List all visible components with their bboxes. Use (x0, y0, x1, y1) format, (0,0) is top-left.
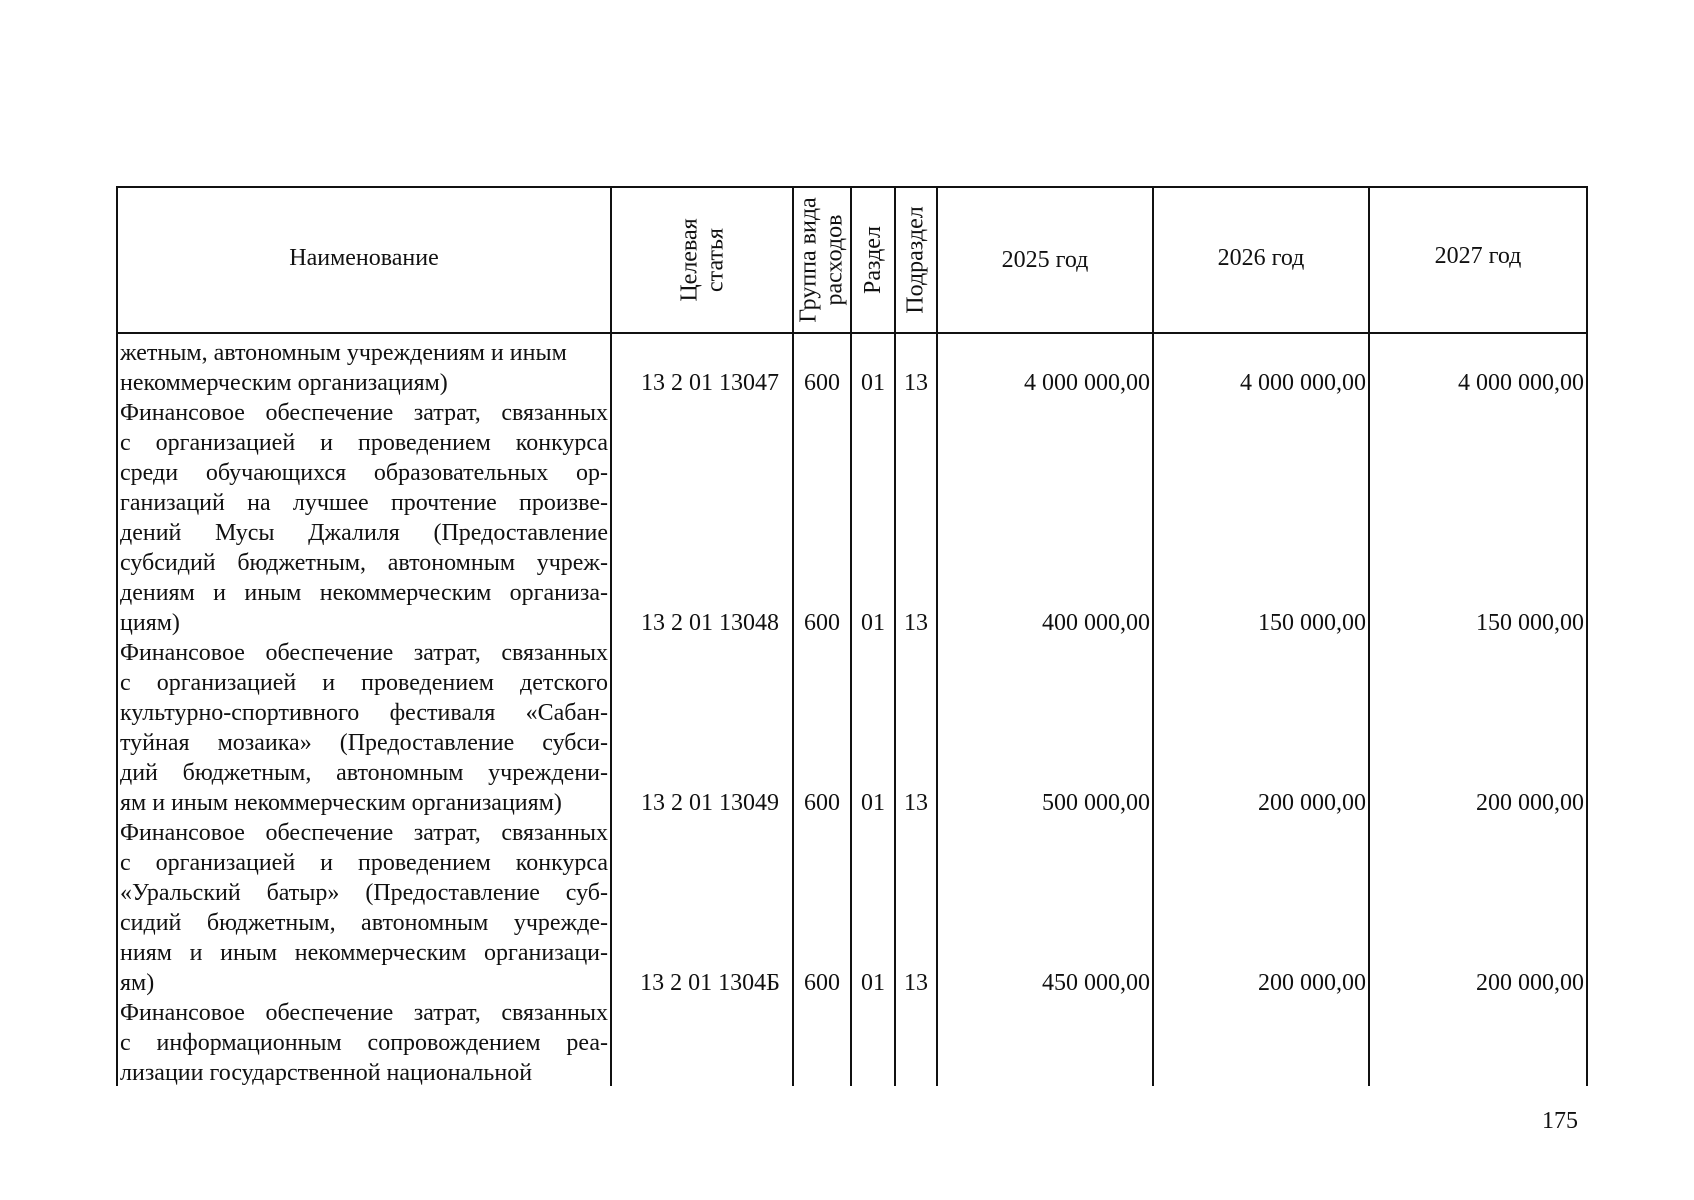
row-section: 01 (861, 610, 885, 636)
header-2027: 2027 год (1434, 243, 1522, 269)
row-section: 01 (861, 370, 885, 396)
row-name (120, 818, 608, 998)
row-y2027: 150 000,00 (1476, 610, 1584, 636)
row-name-line: Финансовое обеспечение затрат, связанных (120, 1000, 608, 1026)
row-name-line: ниям и иным некоммерческим организаци- (120, 940, 608, 966)
row-name-line: ям и иным некоммерческим организациям) (120, 790, 562, 816)
row-group: 600 (804, 610, 840, 636)
row-name-line: туйная мозаика» (Предоставление субси- (120, 730, 608, 756)
row-y2026: 200 000,00 (1258, 970, 1366, 996)
row-name-line: жетным, автономным учреждениям и иным (120, 340, 567, 366)
row-y2027: 4 000 000,00 (1458, 370, 1584, 396)
row-subsection: 13 (904, 970, 928, 996)
row-name-line: с организацией и проведением детского (120, 670, 608, 696)
row-y2026: 200 000,00 (1258, 790, 1366, 816)
row-name-line: Финансовое обеспечение затрат, связанных (120, 820, 608, 846)
col-border-name (610, 186, 612, 1086)
row-name (120, 998, 608, 1088)
row-name-line: циям) (120, 610, 180, 636)
header-expense-group-text: Группа вида расходов (796, 197, 848, 323)
row-name-line: с информационным сопровождением реа- (120, 1030, 608, 1056)
row-y2025: 500 000,00 (1042, 790, 1150, 816)
row-section: 01 (861, 790, 885, 816)
row-y2027: 200 000,00 (1476, 970, 1584, 996)
row-y2025: 4 000 000,00 (1024, 370, 1150, 396)
page-number: 175 (1542, 1108, 1578, 1134)
row-name-line: «Уральский батыр» (Предоставление суб- (120, 880, 608, 906)
header-2025: 2025 год (1001, 247, 1089, 273)
row-name-line: ганизаций на лучшее прочтение произве- (120, 490, 608, 516)
row-y2026: 150 000,00 (1258, 610, 1366, 636)
row-code: 13 2 01 13047 (641, 370, 779, 396)
row-name-line: культурно-спортивного фестиваля «Сабан- (120, 700, 608, 726)
col-border-left (116, 186, 118, 1086)
row-y2026: 4 000 000,00 (1240, 370, 1366, 396)
row-name-line: ям) (120, 970, 155, 996)
header-2026: 2026 год (1217, 245, 1305, 271)
budget-table (116, 186, 1588, 1086)
col-border-right (1586, 186, 1588, 1086)
row-name-line: дий бюджетным, автономным учреждени- (120, 760, 608, 786)
row-group: 600 (804, 370, 840, 396)
row-section: 01 (861, 970, 885, 996)
row-name-line: сидий бюджетным, автономным учрежде- (120, 910, 608, 936)
row-group: 600 (804, 970, 840, 996)
row-name (120, 398, 608, 638)
row-name-line: Финансовое обеспечение затрат, связанных (120, 400, 608, 426)
row-name-line: дений Мусы Джалиля (Предоставление (120, 520, 608, 546)
row-name-line: некоммерческим организациям) (120, 370, 448, 396)
row-group: 600 (804, 790, 840, 816)
row-subsection: 13 (904, 790, 928, 816)
row-y2025: 450 000,00 (1042, 970, 1150, 996)
row-name (120, 338, 608, 398)
row-code: 13 2 01 13048 (641, 610, 779, 636)
row-name-line: дениям и иным некоммерческим организа- (120, 580, 608, 606)
header-target-article-text: Целевая статья (676, 218, 729, 302)
row-name-line: лизации государственной национальной (120, 1060, 533, 1086)
row-code: 13 2 01 13049 (641, 790, 779, 816)
row-name (120, 638, 608, 818)
row-y2025: 400 000,00 (1042, 610, 1150, 636)
row-name-line: с организацией и проведением конкурса (120, 850, 608, 876)
row-name-line: среди обучающихся образовательных ор- (120, 460, 608, 486)
header-name: Наименование (289, 245, 439, 271)
row-y2027: 200 000,00 (1476, 790, 1584, 816)
row-code: 13 2 01 1304Б (640, 970, 780, 996)
row-subsection: 13 (904, 610, 928, 636)
row-name-line: субсидий бюджетным, автономным учреж- (120, 550, 608, 576)
header-subsection-text: Подраздел (902, 206, 929, 314)
row-name-line: Финансовое обеспечение затрат, связанных (120, 640, 608, 666)
row-name-line: с организацией и проведением конкурса (120, 430, 608, 456)
row-subsection: 13 (904, 370, 928, 396)
header-section-text: Раздел (859, 226, 886, 294)
